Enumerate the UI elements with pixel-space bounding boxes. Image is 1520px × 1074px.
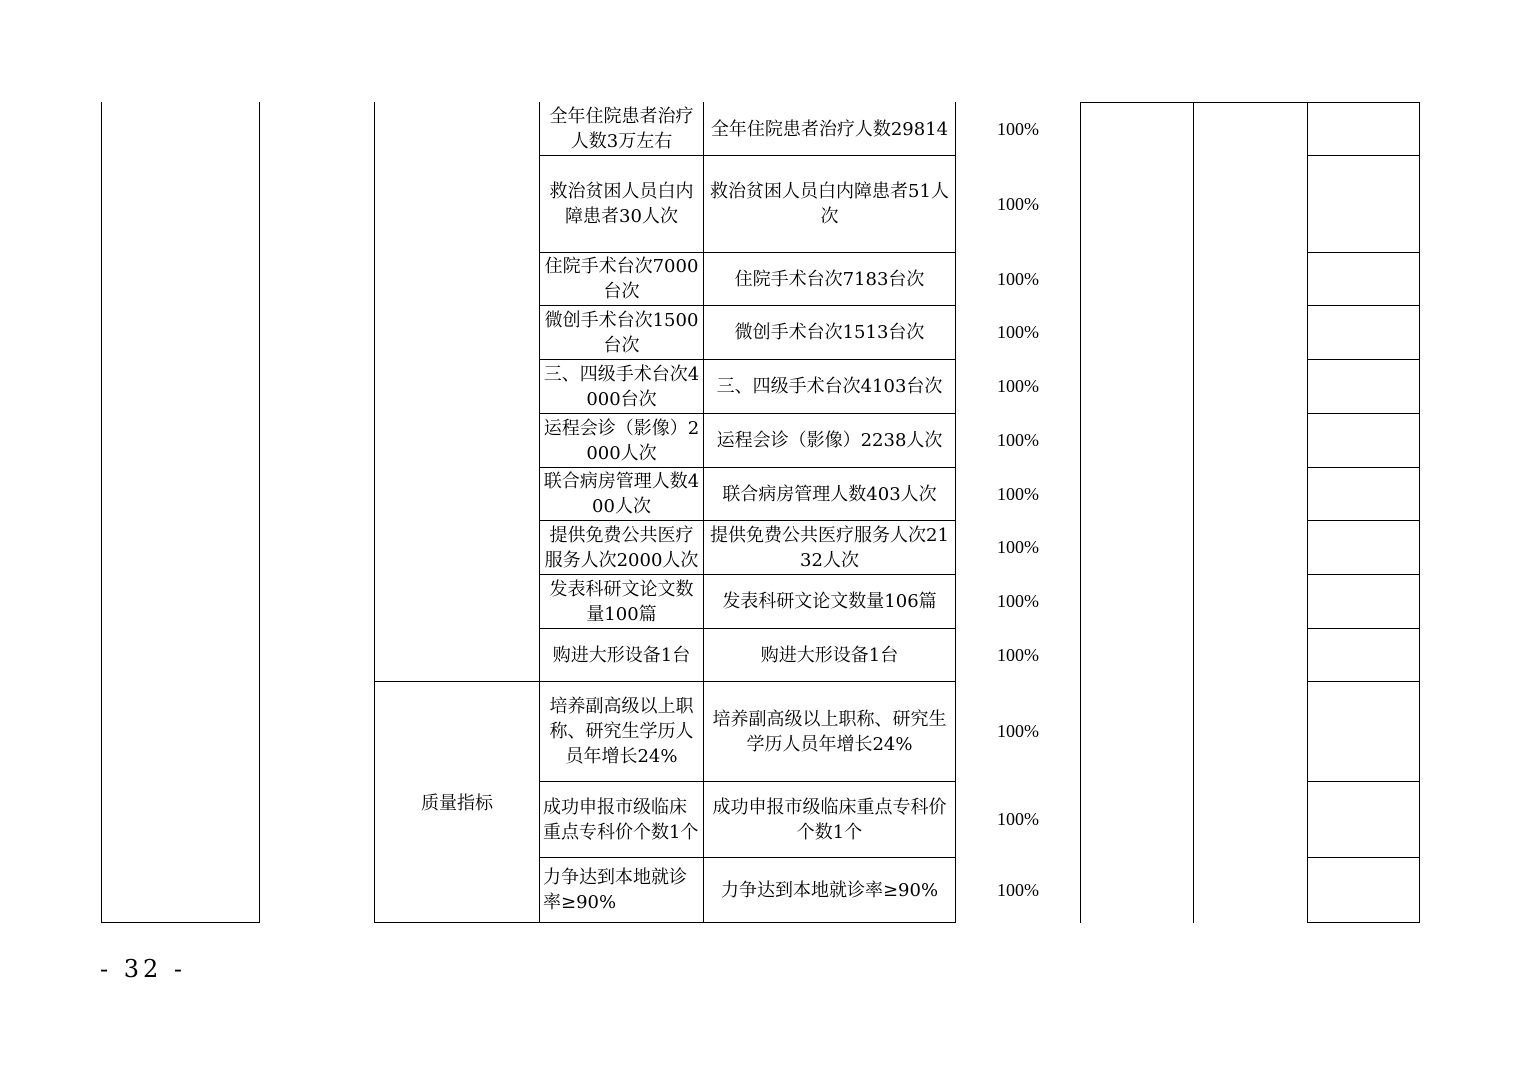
table-border-bottom [1307,922,1420,923]
row-divider [1307,413,1420,414]
row-divider [1080,102,1420,103]
actual-cell: 培养副高级以上职称、研究生学历人员年增长24% [712,708,947,755]
completion-rate: 100% [997,644,1039,665]
actual-cell: 购进大形设备1台 [760,644,899,666]
actual-cell: 提供免费公共医疗服务人次2132人次 [710,524,949,571]
table-divider [259,102,260,923]
actual-cell: 运程会诊（影像）2238人次 [716,430,943,451]
completion-rate: 100% [997,268,1039,289]
completion-rate: 100% [997,809,1039,829]
target-cell: 购进大形设备1台 [552,644,691,666]
completion-rate: 100% [997,483,1039,504]
row-divider [1307,574,1420,575]
target-cell: 力争达到本地就诊率≥90% [543,867,687,913]
completion-rate: 100% [997,591,1039,611]
completion-rate: 100% [997,322,1039,342]
target-cell: 住院手术台次7000台次 [544,256,699,302]
completion-rate: 100% [997,537,1039,557]
target-cell: 成功申报市级临床重点专科价个数1个 [543,796,699,843]
row-divider [1307,520,1420,521]
target-cell: 提供免费公共医疗服务人次2000人次 [544,524,699,571]
completion-rate: 100% [997,879,1039,900]
completion-rate: 100% [997,193,1039,214]
actual-cell: 住院手术台次7183台次 [734,268,925,290]
completion-rate: 100% [997,118,1039,139]
row-divider [1307,305,1420,306]
row-divider [1307,857,1420,858]
completion-rate: 100% [997,430,1039,450]
target-cell: 运程会诊（影像）2000人次 [543,417,700,464]
row-divider [1307,359,1420,360]
target-cell: 联合病房管理人数400人次 [543,471,700,517]
page-number: - 32 - [100,955,187,983]
table-divider [1307,102,1308,923]
actual-cell: 救治贫困人员白内障患者51人次 [710,181,949,227]
row-divider [1307,628,1420,629]
actual-cell: 发表科研文论文数量106篇 [722,591,937,612]
actual-cell: 成功申报市级临床重点专科价个数1个 [712,796,947,843]
target-cell: 培养副高级以上职称、研究生学历人员年增长24% [549,696,694,767]
row-divider [1307,155,1420,156]
row-divider [1307,681,1420,682]
table-divider [1193,102,1194,923]
table-divider [1080,102,1081,923]
table-border-bottom [101,922,260,923]
actual-cell: 全年住院患者治疗人数29814 [710,118,949,140]
row-divider [1307,781,1420,782]
target-cell: 发表科研文论文数量100篇 [549,578,694,625]
actual-cell: 力争达到本地就诊率≥90% [720,879,939,901]
completion-rate: 100% [997,376,1039,396]
target-cell: 微创手术台次1500台次 [544,309,699,356]
table-border-right [1419,102,1420,923]
row-divider [1307,252,1420,253]
row-divider [1307,467,1420,468]
completion-rate: 100% [997,721,1039,741]
target-cell: 全年住院患者治疗人数3万左右 [549,106,694,152]
table-border-left [101,102,102,923]
actual-cell: 联合病房管理人数403人次 [722,483,937,505]
target-cell: 三、四级手术台次4000台次 [543,363,700,410]
target-cell: 救治贫困人员白内障患者30人次 [549,181,694,227]
actual-cell: 微创手术台次1513台次 [734,322,925,343]
table-border-bottom [374,922,956,923]
actual-cell: 三、四级手术台次4103台次 [716,376,943,397]
category-quality-indicator: 质量指标 [421,793,493,814]
